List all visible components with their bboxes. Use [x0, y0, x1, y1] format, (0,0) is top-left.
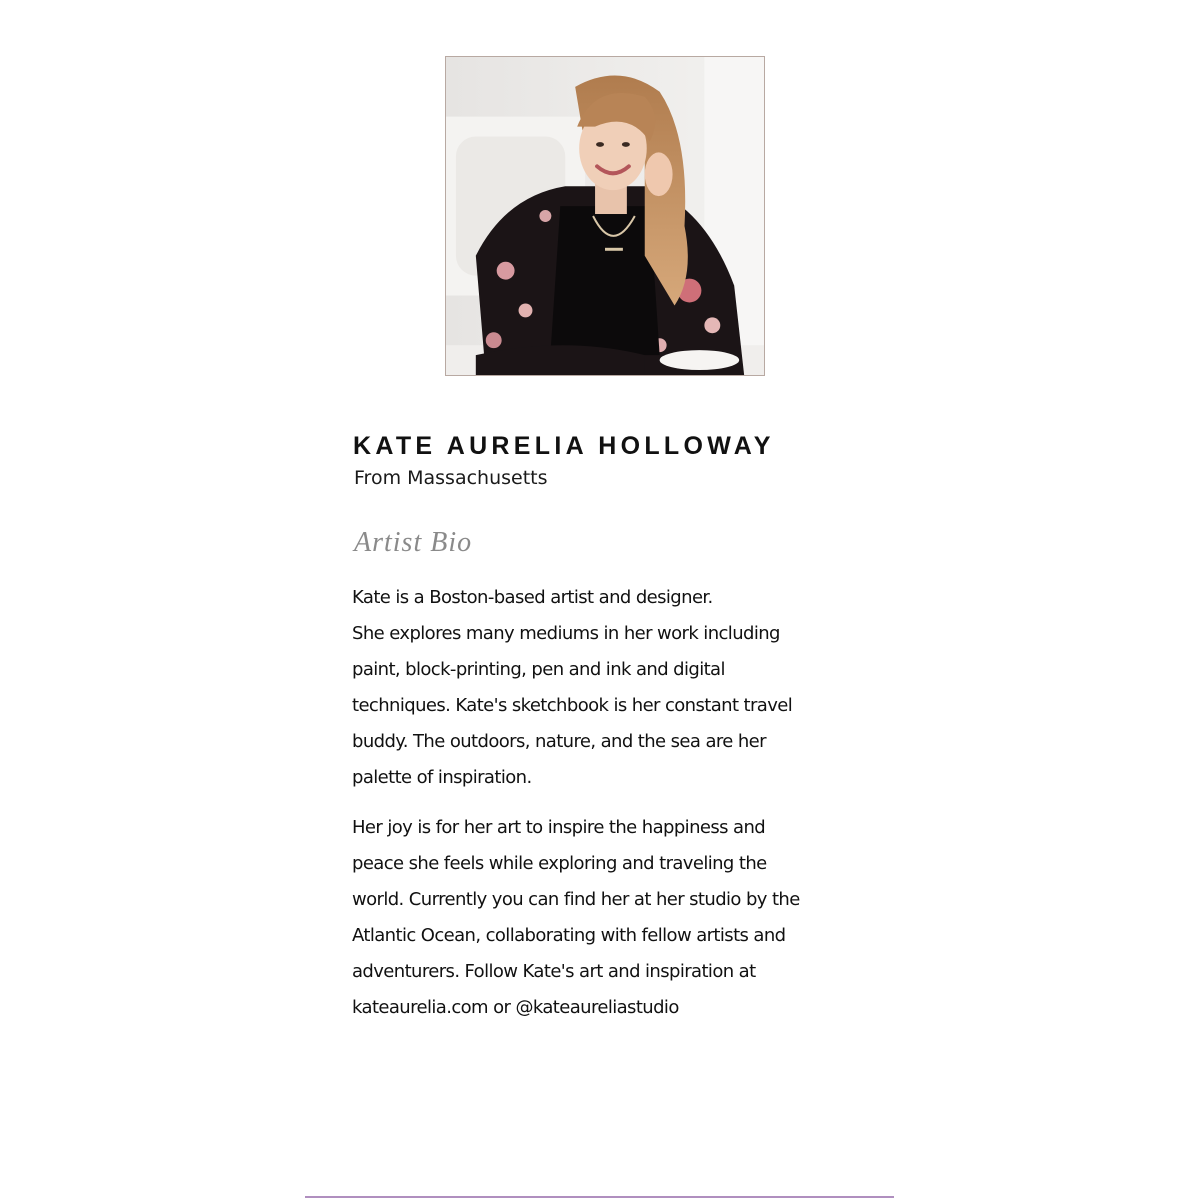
artist-portrait-photo	[445, 56, 765, 376]
artist-bio-heading: Artist Bio	[354, 527, 473, 558]
bio-paragraph-2	[352, 810, 872, 1026]
bio-line: world. Currently you can find her at her studio by the	[352, 889, 800, 910]
bio-line: adventurers. Follow Kate's art and inspiration at	[352, 961, 756, 982]
bottom-divider	[305, 1196, 894, 1198]
bio-line: techniques. Kate's sketchbook is her constant travel	[352, 695, 793, 716]
bio-line: Kate is a Boston-based artist and designer.	[352, 587, 713, 608]
artist-name: KATE AURELIA HOLLOWAY	[353, 432, 775, 460]
bio-paragraph-1	[352, 580, 872, 796]
bio-line: paint, block-printing, pen and ink and digital	[352, 659, 725, 680]
bio-line: peace she feels while exploring and traveling the	[352, 853, 767, 874]
bio-line: She explores many mediums in her work including	[352, 623, 780, 644]
bio-line: palette of inspiration.	[352, 767, 532, 788]
bio-line: Her joy is for her art to inspire the happiness and	[352, 817, 766, 838]
portrait-illustration	[446, 57, 764, 375]
artist-origin: From Massachusetts	[354, 467, 548, 489]
bio-line: buddy. The outdoors, nature, and the sea are her	[352, 731, 766, 752]
bio-line: Atlantic Ocean, collaborating with fellow artists and	[352, 925, 786, 946]
bio-line: kateaurelia.com or @kateaureliastudio	[352, 997, 679, 1018]
